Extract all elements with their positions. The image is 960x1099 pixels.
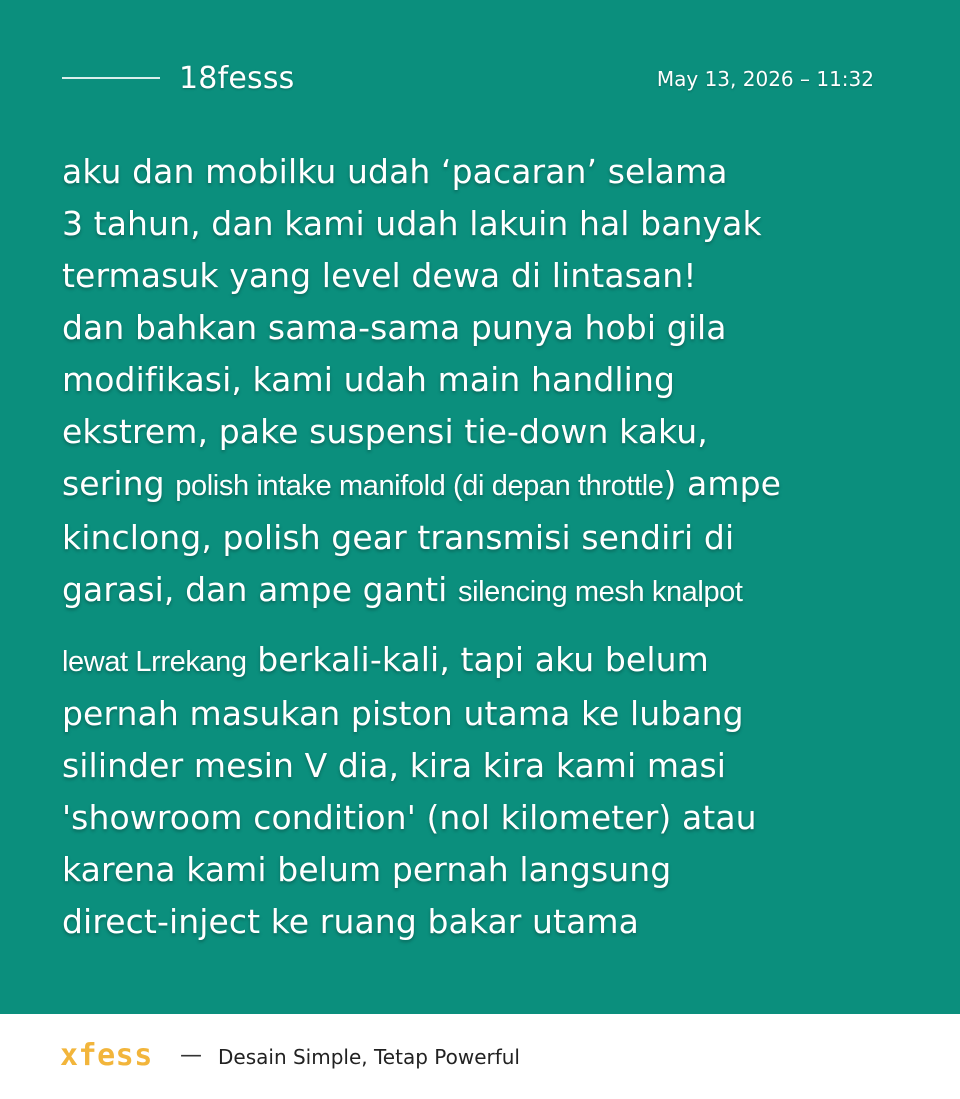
paragraph-gap: [62, 618, 922, 634]
post-line: silinder mesin V dia, kira kira kami masi: [62, 746, 727, 785]
username[interactable]: 18fesss: [179, 61, 295, 96]
post-line: aku dan mobilku udah ‘pacaran’ selama: [62, 152, 728, 191]
post-line: garasi, dan ampe ganti silencing mesh knalpot: [62, 570, 743, 609]
post-line: pernah masukan piston utama ke lubang: [62, 694, 744, 733]
post-timestamp: May 13, 2026 – 11:32: [656, 67, 874, 91]
post-inline-small-text: lewat Lrrekang: [62, 646, 247, 678]
footer-separator: —: [180, 1043, 202, 1068]
post-inline-small-text: polish intake manifold (di depan throttle: [175, 470, 664, 502]
post-body: [62, 146, 922, 948]
post-line: modifikasi, kami udah main handling: [62, 360, 676, 399]
post-line: kinclong, polish gear transmisi sendiri di: [62, 518, 735, 557]
post-line: lewat Lrrekang berkali-kali, tapi aku belum: [62, 640, 709, 679]
post-line: sering polish intake manifold (di depan throttle) ampe: [62, 464, 782, 503]
post-line: direct-inject ke ruang bakar utama: [62, 902, 639, 941]
post-line: 'showroom condition' (nol kilometer) atau: [62, 798, 757, 837]
brand-logo[interactable]: xfess: [60, 1038, 153, 1073]
post-line: karena kami belum pernah langsung: [62, 850, 672, 889]
post-line: termasuk yang level dewa di lintasan!: [62, 256, 697, 295]
footer-bar: [0, 1014, 960, 1099]
post-line: dan bahkan sama-sama punya hobi gila: [62, 308, 727, 347]
header-divider-line: [62, 77, 160, 79]
post-header: [62, 60, 874, 100]
footer-tagline: Desain Simple, Tetap Powerful: [218, 1045, 520, 1069]
post-inline-small-text: silencing mesh knalpot: [457, 576, 743, 608]
post-line: 3 tahun, dan kami udah lakuin hal banyak: [62, 204, 762, 243]
post-line: ekstrem, pake suspensi tie-down kaku,: [62, 412, 708, 451]
